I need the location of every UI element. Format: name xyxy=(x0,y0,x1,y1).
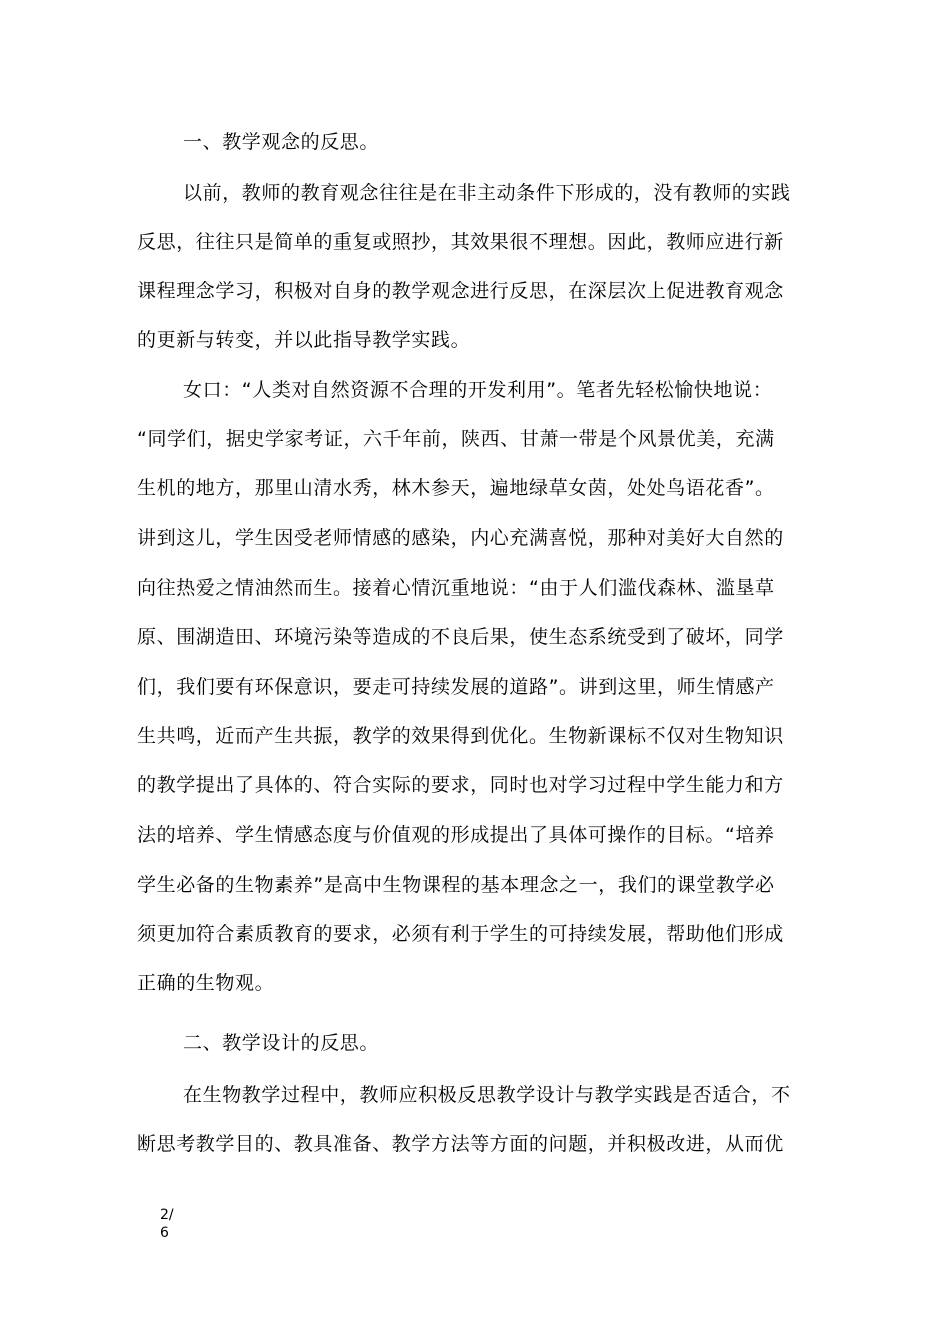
paragraph-line: 们，我们要有环保意识，要走可持续发展的道路”。讲到这里，师生情感产 xyxy=(137,676,775,698)
paragraph-line: 在生物教学过程中，教师应积极反思教学设计与教学实践是否适合，不 xyxy=(183,1084,791,1106)
paragraph-line: 法的培养、学生情感态度与价值观的形成提出了具体可操作的目标。“培养 xyxy=(137,824,775,846)
paragraph-line: 讲到这儿，学生因受老师情感的感染，内心充满喜悦，那种对美好大自然的 xyxy=(137,527,784,549)
page-number: 2/ xyxy=(160,1207,174,1223)
paragraph-line: 女口：“人类对自然资源不合理的开发利用”。笔者先轻松愉快地说： xyxy=(183,379,773,401)
paragraph-line: 课程理念学习，积极对自身的教学观念进行反思，在深层次上促进教育观念 xyxy=(137,280,784,302)
paragraph-line: 断思考教学目的、教具准备、教学方法等方面的问题，并积极改进，从而优 xyxy=(137,1133,784,1155)
paragraph-line: 生共鸣，近而产生共振，教学的效果得到优化。生物新课标不仅对生物知识 xyxy=(137,725,784,747)
paragraph-line: 向往热爱之情油然而生。接着心情沉重地说：“由于人们滥伐森林、滥垦草 xyxy=(137,577,775,599)
paragraph-line: 学生必备的生物素养”是高中生物课程的基本理念之一，我们的课堂教学必 xyxy=(137,874,775,896)
heading-section-1: 一、教学观念的反思。 xyxy=(183,131,380,153)
paragraph-line: 须更加符合素质教育的要求，必须有利于学生的可持续发展，帮助他们形成 xyxy=(137,923,784,945)
page-number-total: 6 xyxy=(160,1225,169,1241)
heading-section-2: 二、教学设计的反思。 xyxy=(183,1032,380,1054)
paragraph-line: 的教学提出了具体的、符合实际的要求，同时也对学习过程中学生能力和方 xyxy=(137,774,784,796)
paragraph-line: 的更新与转变，并以此指导教学实践。 xyxy=(137,329,471,351)
paragraph-line: 正确的生物观。 xyxy=(137,972,275,994)
paragraph-line: “同学们，据史学家考证，六千年前，陕西、甘萧一带是个风景优美，充满 xyxy=(137,428,775,450)
paragraph-line: 生机的地方，那里山清水秀，林木参天，遍地绿草女茵，处处鸟语花香”。 xyxy=(137,477,775,499)
paragraph-line: 以前，教师的教育观念往往是在非主动条件下形成的，没有教师的实践 xyxy=(183,182,791,204)
paragraph-line: 原、围湖造田、环境污染等造成的不良后果，使生态系统受到了破坏，同学 xyxy=(137,626,784,648)
paragraph-line: 反思，往往只是简单的重复或照抄，其效果很不理想。因此，教师应进行新 xyxy=(137,231,784,253)
